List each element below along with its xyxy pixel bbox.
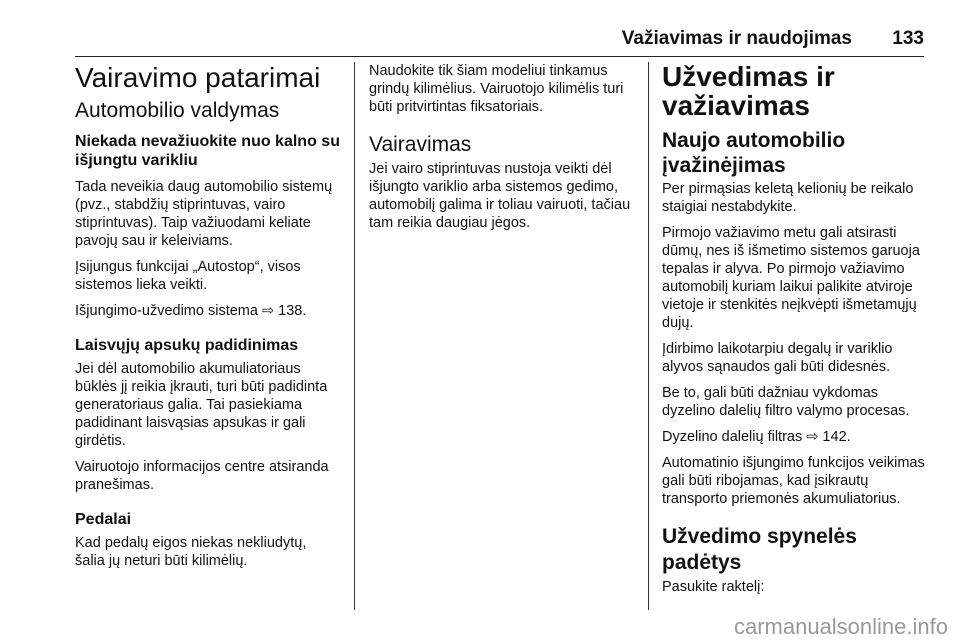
paragraph: Pasukite raktelį: <box>662 579 765 595</box>
paragraph: Jei vairo stiprintuvas nustoja veikti dėl išjungto variklio arba sistemos gedimo, automobilį galima ir toliau vairuoti, tačiau tam reikia daugiau jėgos. <box>369 161 631 231</box>
column-left <box>75 62 340 578</box>
section-heading: Automobilio valdymas <box>75 99 280 122</box>
paragraph: Be to, gali būti dažniau vykdomas dyzelino dalelių filtro valymo procesas. <box>662 385 910 419</box>
paragraph: Įsijungus funkcijai „Autostop“, visos sistemos lieka veikti. <box>75 259 301 293</box>
section-title: Važiavimas ir naudojimas <box>621 28 852 49</box>
paragraph: Per pirmąsias keletą kelionių be reikalo staigiai nestabdykite. <box>662 181 914 215</box>
column-middle <box>369 62 635 240</box>
subsection-heading: Laisvųjų apsukų padidinimas <box>75 337 299 354</box>
subsection-heading: Niekada nevažiuokite nuo kalno su išjungtu varikliu <box>75 133 340 169</box>
chapter-heading: Vairavimo patarimai <box>75 62 321 93</box>
subsection-heading: Pedalai <box>75 511 132 528</box>
paragraph: Kad pedalų eigos niekas nekliudytų, šalia jų neturi būti kilimėlių. <box>75 535 307 569</box>
column-divider <box>648 62 649 610</box>
section-heading: Užvedimo spynelės padėtys <box>662 525 857 574</box>
chapter-heading: Užvedimas ir važiavimas <box>662 61 835 121</box>
watermark: carmanualsonline.info <box>733 614 948 639</box>
paragraph: Jei dėl automobilio akumuliatoriaus būklės jį reikia įkrauti, turi būti padidinta generatoriaus galia. Tai pasiekiama padidinant laisvąsias apsukas ir gali girdėtis. <box>75 361 328 449</box>
paragraph: Tada neveikia daug automobilio sistemų (pvz., stabdžių stiprintuvas, vairo stiprintuvas). Taip važiuodami keliate pavojų sau ir keleiviams. <box>75 179 333 249</box>
page-number: 133 <box>892 28 924 49</box>
cross-reference: Dyzelino dalelių filtras ⇨ 142. <box>662 429 851 445</box>
page-header <box>75 28 924 57</box>
column-divider <box>354 62 355 610</box>
cross-reference: Išjungimo-užvedimo sistema ⇨ 138. <box>75 303 307 319</box>
paragraph: Įdirbimo laikotarpiu degalų ir variklio alyvos sąnaudos gali būti didesnės. <box>662 341 893 375</box>
paragraph: Naudokite tik šiam modeliui tinkamus grindų kilimėlius. Vairuotojo kilimėlis turi būti pritvirtintas fiksatoriais. <box>369 63 624 115</box>
paragraph: Automatinio išjungimo funkcijos veikimas gali būti ribojamas, kad įsikrautų transporto priemonės akumuliatorius. <box>662 455 925 507</box>
paragraph: Pirmojo važiavimo metu gali atsirasti dūmų, nes iš išmetimo sistemos garuoja tepalas ir alyva. Po pirmojo važiavimo automobilį kuriam laikui palikite atviroje vietoje ir stenkitės neįkvėpti išmetamųjų dujų. <box>662 225 920 331</box>
column-right <box>662 62 926 604</box>
paragraph: Vairuotojo informacijos centre atsiranda pranešimas. <box>75 459 329 493</box>
section-heading: Vairavimas <box>369 133 472 156</box>
section-heading: Naujo automobilio įvažinėjimas <box>662 129 846 177</box>
